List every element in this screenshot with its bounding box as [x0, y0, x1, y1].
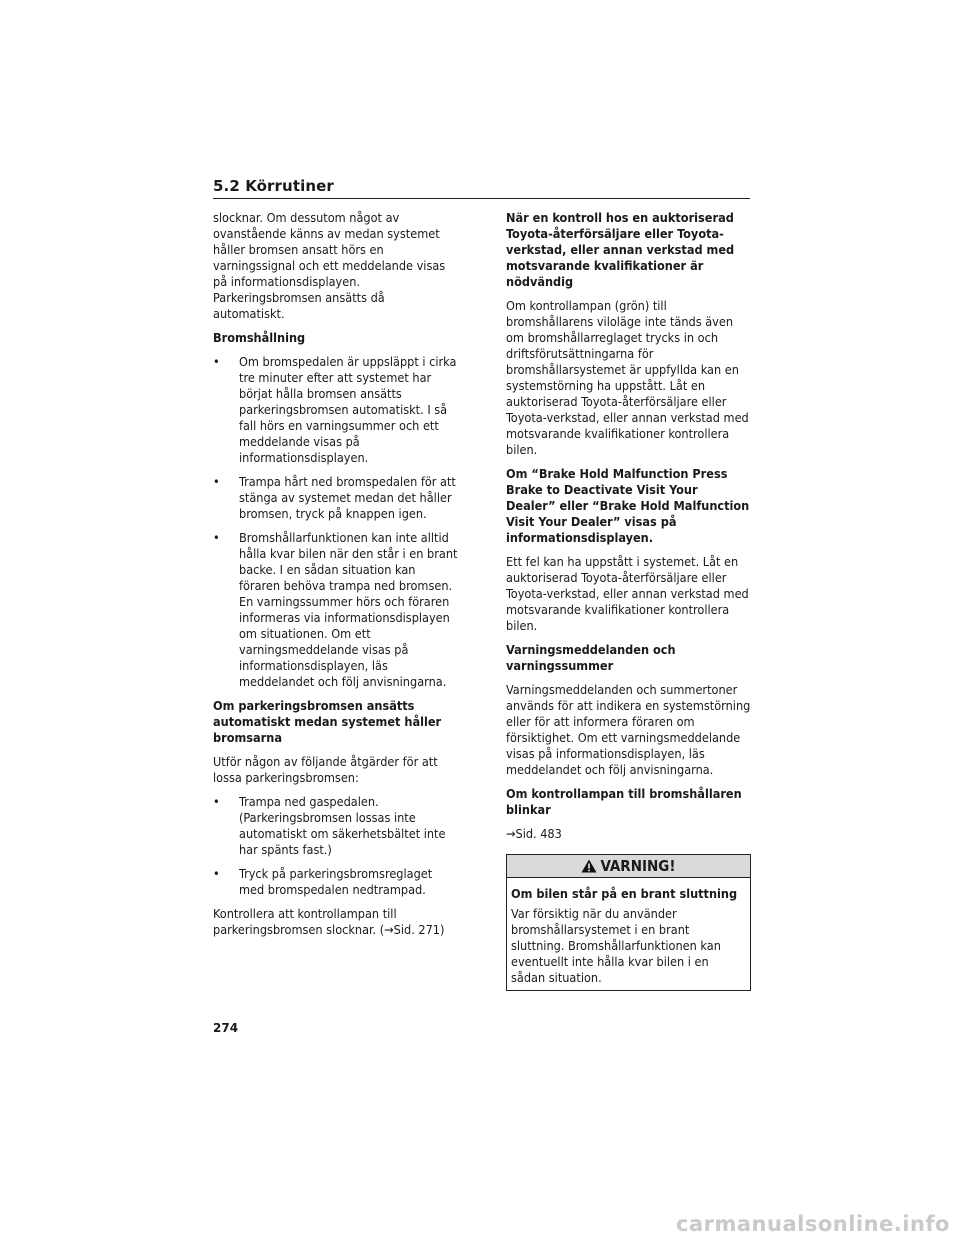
- heading-inspection: När en kontroll hos en auktoriserad Toyota-återförsäljare eller Toyota-verkstad, eller annan verkstad med motsvarande kvalifikationer är nödvändig: [506, 210, 735, 289]
- paragraph-release: Utför någon av följande åtgärder för att lossa parkeringsbromsen:: [213, 754, 438, 785]
- heading-bromshallning: Bromshållning: [213, 330, 306, 345]
- list-item: • Bromshållarfunktionen kan inte alltid hålla kvar bilen när den står i en brant backe. I en sådan situation kan föraren behöva trampa ned bromsen. En varningssummer hörs och föraren informeras via informationsdisplayen om situationen. Om ett varningsmeddelande visas på informationsdisplayen, läs meddelandet och följ anvisningarna.: [213, 530, 458, 690]
- warning-text: Var försiktig när du använder bromshållarsystemet i en brant sluttning. Bromshållarfunktionen kan eventuellt inte hålla kvar bilen i en sådan situation.: [511, 906, 721, 985]
- page-number: 274: [213, 1021, 239, 1035]
- paragraph-indicator: Om kontrollampan (grön) till bromshållarens viloläge inte tänds även om bromshållarreglaget trycks in och driftsförutsättningarna för bromshållarsystemet är uppfyllda kan en systemstörning ha uppstått. Låt en auktoriserad Toyota-återförsäljare eller Toyota-verkstad, eller annan verkstad med motsvarande kvalifikationer kontrollera bilen.: [506, 298, 749, 457]
- section-header: [213, 176, 750, 199]
- warning-title: Om bilen står på en brant sluttning: [511, 886, 738, 901]
- paragraph-warnings: Varningsmeddelanden och summertoner används för att indikera en systemstörning eller för att informera föraren om försiktighet. Om ett varningsmeddelande visas på informationsdisplayen, läs meddelandet och följ anvisningarna.: [506, 682, 751, 777]
- warning-body: [507, 878, 750, 990]
- warning-label: VARNING!: [600, 857, 676, 875]
- warning-header: [507, 855, 750, 878]
- warning-box: [506, 854, 751, 991]
- list-item: • Tryck på parkeringsbromsreglaget med bromspedalen nedtrampad.: [213, 866, 458, 898]
- watermark: carmanualsonline.info: [676, 1212, 950, 1236]
- paragraph-fault: Ett fel kan ha uppstått i systemet. Låt en auktoriserad Toyota-återförsäljare eller Toyota-verkstad, eller annan verkstad med motsvarande kvalifikationer kontrollera bilen.: [506, 554, 749, 633]
- list-item: • Trampa hårt ned bromspedalen för att stänga av systemet medan det håller bromsen, tryck på knappen igen.: [213, 474, 458, 522]
- list-item: • Trampa ned gaspedalen. (Parkeringsbromsen lossas inte automatiskt om säkerhetsbältet inte har spänts fast.): [213, 794, 458, 858]
- intro-paragraph: slocknar. Om dessutom något av ovanstående känns av medan systemet håller bromsen ansatt hörs en varningssignal och ett meddelande visas på informationsdisplayen. Parkeringsbromsen ansätts då automatiskt.: [213, 210, 446, 321]
- heading-parking-brake: Om parkeringsbromsen ansätts automatiskt medan systemet håller bromsarna: [213, 698, 442, 745]
- page-reference-link[interactable]: →Sid. 483: [506, 826, 562, 841]
- bullet-list-1: [213, 354, 458, 690]
- paragraph-check-lamp: Kontrollera att kontrollampan till parkeringsbromsen slocknar. (→Sid. 271): [213, 906, 445, 937]
- section-title: 5.2 Körrutiner: [213, 177, 334, 195]
- right-column: [506, 210, 751, 991]
- heading-malfunction-message: Om “Brake Hold Malfunction Press Brake to Deactivate Visit Your Dealer” eller “Brake Hold Malfunction Visit Your Dealer” visas på informationsdisplayen.: [506, 466, 750, 545]
- heading-lamp-blinks: Om kontrollampan till bromshållaren blinkar: [506, 786, 742, 817]
- warning-triangle-icon: [581, 859, 597, 873]
- bullet-list-2: [213, 794, 458, 898]
- heading-warnings: Varningsmeddelanden och varningssummer: [506, 642, 676, 673]
- list-item: • Om bromspedalen är uppsläppt i cirka tre minuter efter att systemet har börjat hålla bromsen ansätts parkeringsbromsen automatiskt. I så fall hörs en varningsummer och ett meddelande visas på informationsdisplayen.: [213, 354, 458, 466]
- left-column: [213, 210, 458, 946]
